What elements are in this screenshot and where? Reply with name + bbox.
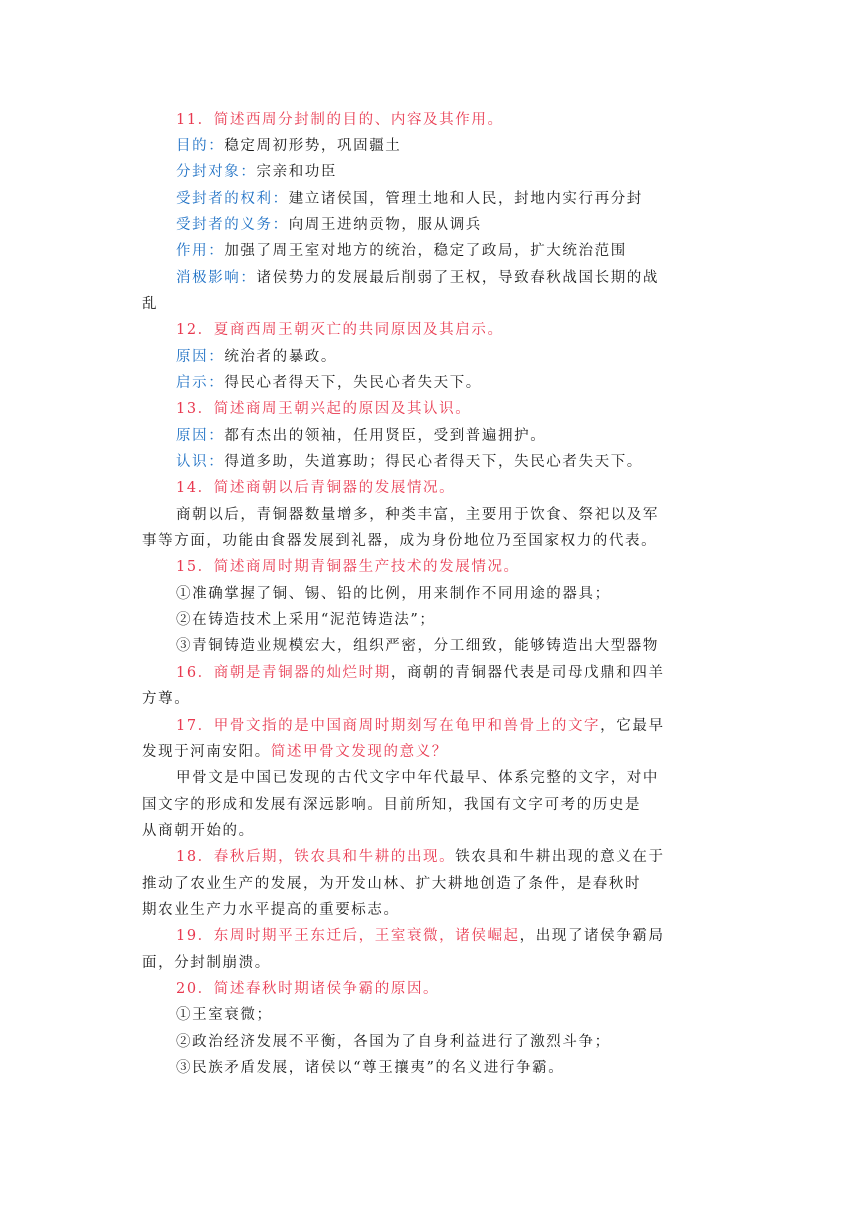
label: 消极影响： — [176, 270, 257, 286]
text: ，它最早 — [600, 718, 665, 734]
q19-cont: 面，分封制崩溃。 — [142, 955, 271, 971]
highlight: 19．东周时期平王东迁后，王室衰微，诸侯崛起 — [176, 928, 520, 944]
q14-body-2: 事等方面，功能由食器发展到礼器，成为身份地位乃至国家权力的代表。 — [142, 533, 658, 549]
text: 向周王进纳贡物，服从调兵 — [288, 217, 482, 233]
text: 稳定周初形势，巩固疆土 — [224, 138, 402, 154]
q11-purpose — [176, 136, 401, 156]
q18-cont-1: 推动了农业生产的发展，为开发山林、扩大耕地创造了条件，是春秋时 — [142, 876, 642, 892]
label: 受封者的义务： — [176, 217, 289, 233]
label: 作用： — [176, 243, 225, 259]
text: 诸侯势力的发展最后削弱了王权，导致春秋战国长期的战 — [256, 270, 659, 286]
label: 受封者的权利： — [176, 191, 289, 207]
q11-negative-cont: 乱 — [142, 296, 159, 312]
q20-item-3: ③民族矛盾发展，诸侯以“尊王攘夷”的名义进行争霸。 — [176, 1060, 565, 1076]
q20-title: 20．简述春秋时期诸侯争霸的原因。 — [176, 981, 440, 997]
label: 原因： — [176, 349, 225, 365]
q18 — [176, 847, 665, 867]
highlight: 17．甲骨文指的是中国商周时期刻写在龟甲和兽骨上的文字 — [176, 718, 601, 734]
text: 得民心者得天下，失民心者失天下。 — [224, 375, 482, 391]
q17-body-3: 从商朝开始的。 — [142, 823, 255, 839]
text: 得道多助，失道寡助；得民心者得天下，失民心者失天下。 — [224, 454, 643, 470]
q12-lesson — [176, 373, 482, 393]
q20-item-2: ②政治经济发展不平衡，各国为了自身利益进行了激烈斗争； — [176, 1034, 611, 1050]
q12-title: 12．夏商西周王朝灭亡的共同原因及其启示。 — [176, 322, 504, 338]
q18-cont-2: 期农业生产力水平提高的重要标志。 — [142, 902, 400, 918]
text: ，出现了诸侯争霸局 — [519, 928, 665, 944]
text: 铁农具和牛耕出现的意义在于 — [455, 849, 665, 865]
text: 加强了周王室对地方的统治，稳定了政局，扩大统治范围 — [224, 243, 627, 259]
q17-cont — [142, 742, 448, 762]
text: 宗亲和功臣 — [256, 164, 337, 180]
q17-body-1: 甲骨文是中国已发现的古代文字中年代最早、体系完整的文字，对中 — [176, 770, 659, 786]
text: 发现于河南安阳。 — [142, 744, 271, 760]
q15-item-1: ①准确掌握了铜、锡、铅的比例，用来制作不同用途的器具； — [176, 586, 611, 602]
text: 都有杰出的领袖，任用贤臣，受到普遍拥护。 — [224, 428, 547, 444]
q15-item-2: ②在铸造技术上采用“泥范铸造法”； — [176, 612, 436, 628]
q16 — [176, 663, 665, 683]
q11-effect — [176, 241, 627, 261]
q19 — [176, 926, 665, 946]
q11-title: 11．简述西周分封制的目的、内容及其作用。 — [176, 112, 504, 128]
label: 认识： — [176, 454, 225, 470]
q16-cont: 方尊。 — [142, 691, 191, 707]
label: 原因： — [176, 428, 225, 444]
q14-title: 14．简述商朝以后青铜器的发展情况。 — [176, 480, 456, 496]
question: 简述甲骨文发现的意义？ — [270, 744, 448, 760]
q13-cause — [176, 426, 546, 446]
q17 — [176, 716, 665, 736]
q11-duties — [176, 215, 482, 235]
label: 分封对象： — [176, 164, 257, 180]
text: 建立诸侯国，管理土地和人民，封地内实行再分封 — [288, 191, 643, 207]
q15-item-3: ③青铜铸造业规模宏大，组织严密，分工细致，能够铸造出大型器物 — [176, 638, 659, 654]
label: 启示： — [176, 375, 225, 391]
q14-body-1: 商朝以后，青铜器数量增多，种类丰富，主要用于饮食、祭祀以及军 — [176, 507, 659, 523]
highlight: 18．春秋后期，铁农具和牛耕的出现。 — [176, 849, 456, 865]
q13-view — [176, 452, 643, 472]
label: 目的： — [176, 138, 225, 154]
q12-cause — [176, 347, 337, 367]
q17-body-2: 国文字的形成和发展有深远影响。目前所知，我国有文字可考的历史是 — [142, 797, 642, 813]
q20-item-1: ①王室衰微； — [176, 1007, 273, 1023]
q11-negative — [176, 268, 659, 288]
q11-target — [176, 162, 337, 182]
highlight: 16．商朝是青铜器的灿烂时期 — [176, 665, 391, 681]
q11-rights — [176, 189, 643, 209]
q13-title: 13．简述商周王朝兴起的原因及其认识。 — [176, 401, 472, 417]
text: 统治者的暴政。 — [224, 349, 338, 365]
q15-title: 15．简述商周时期青铜器生产技术的发展情况。 — [176, 559, 520, 575]
text: ，商朝的青铜器代表是司母戊鼎和四羊 — [390, 665, 665, 681]
